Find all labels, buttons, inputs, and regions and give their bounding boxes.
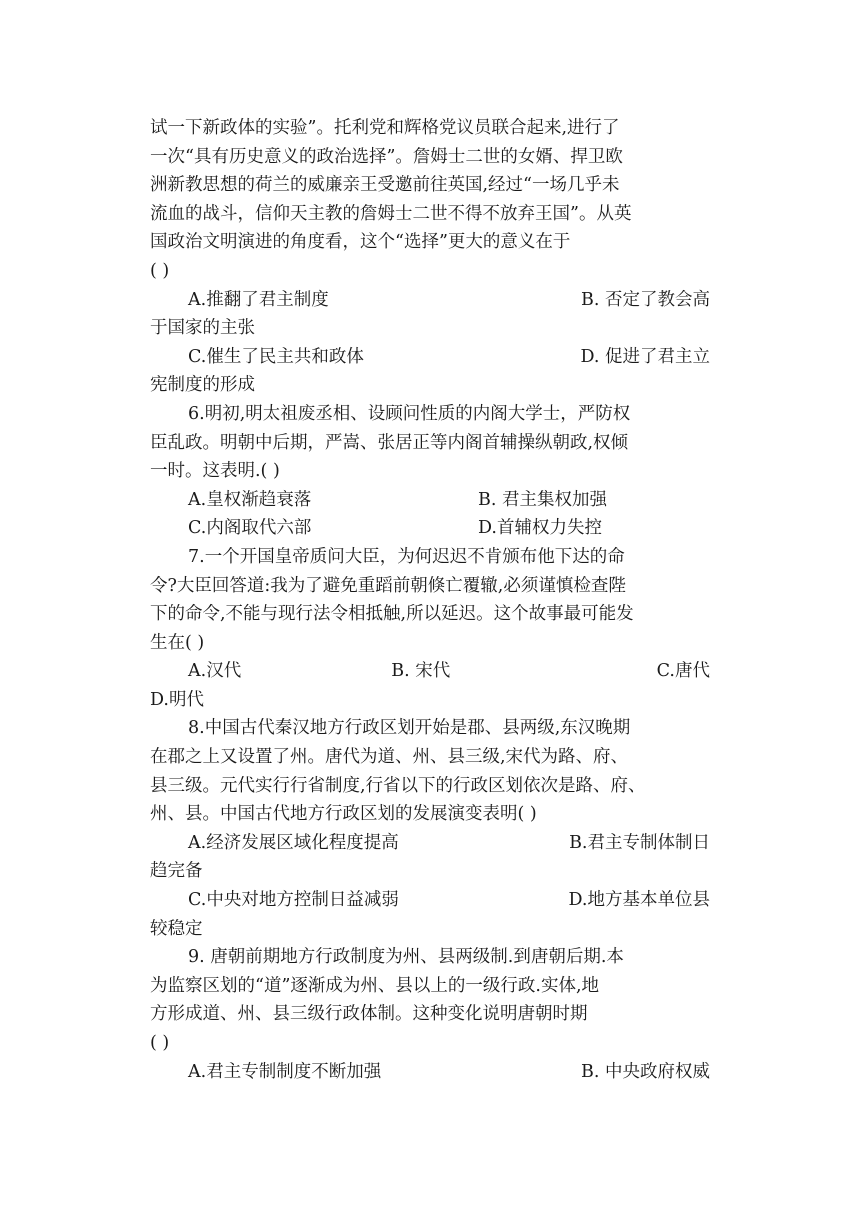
- question-text-line: 县三级。元代实行行省制度,行省以下的行政区划依次是路、府、: [150, 775, 646, 796]
- answer-blank: ( ): [150, 1033, 170, 1053]
- question-6: [150, 400, 710, 543]
- question-5: [150, 114, 710, 400]
- question-8: [150, 714, 710, 943]
- question-text-line: 7.一个开国皇帝质问大臣，为何迟迟不肯颁布他下达的命: [188, 546, 625, 567]
- question-text-line: 生在( ): [150, 632, 205, 653]
- question-text-line: 令?大臣回答道:我为了避免重蹈前朝倏亡覆辙,必须谨慎检查陛: [150, 575, 626, 596]
- option-a: A.推翻了君主制度: [188, 289, 329, 310]
- option-c: C.催生了民主共和政体: [188, 346, 364, 367]
- option-b-continued: 趋完备: [150, 861, 203, 882]
- options-row: [150, 1058, 710, 1087]
- option-b: B. 中央政府权威: [581, 1061, 710, 1082]
- option-b: B. 君主集权加强: [478, 489, 607, 510]
- options-row: [150, 514, 710, 543]
- option-d: D.地方基本单位县: [568, 890, 710, 911]
- option-d-continued: 宪制度的形成: [150, 375, 255, 396]
- option-a: A.君主专制制度不断加强: [188, 1061, 382, 1082]
- options-row: [150, 286, 710, 315]
- option-d: D.首辅权力失控: [478, 518, 602, 539]
- option-c: C.中央对地方控制日益减弱: [188, 890, 399, 911]
- question-text-line: 9. 唐朝前期地方行政制度为州、县两级制.到唐朝后期.本: [188, 947, 624, 968]
- options-row: [150, 829, 710, 858]
- option-a: A.皇权渐趋衰落: [188, 489, 312, 510]
- question-text-line: 流血的战斗，信仰天主教的詹姆士二世不得不放弃王国”。从英: [150, 203, 632, 224]
- option-d-continued: 较稳定: [150, 918, 203, 939]
- options-row: [150, 486, 710, 515]
- options-row: [150, 343, 710, 372]
- answer-blank: ( ): [150, 260, 170, 281]
- question-text-line: 6.明初,明太祖废丞相、设顾问性质的内阁大学士，严防权: [188, 403, 631, 424]
- option-a: A.汉代: [188, 661, 242, 682]
- options-row: [150, 657, 710, 686]
- question-7: [150, 543, 710, 715]
- option-b: B.君主专制体制日: [569, 832, 710, 853]
- question-text-line: 在郡之上又设置了州。唐代为道、州、县三级,宋代为路、府、: [150, 747, 629, 768]
- question-text-line: 一时。这表明.( ): [150, 461, 280, 482]
- question-9: [150, 943, 710, 1086]
- option-c: C.内阁取代六部: [188, 518, 312, 539]
- document-page: [150, 114, 710, 1086]
- question-text-line: 臣乱政。明朝中后期，严嵩、张居正等内阁首辅操纵朝政,权倾: [150, 432, 629, 453]
- option-d: D.明代: [150, 689, 204, 710]
- question-text-line: 洲新教思想的荷兰的威廉亲王受邀前往英国,经过“一场几乎未: [150, 175, 620, 196]
- question-text-line: 试一下新政体的实验”。托利党和辉格党议员联合起来,进行了: [150, 118, 620, 138]
- option-b-continued: 于国家的主张: [150, 318, 255, 339]
- option-d: D. 促进了君主立: [580, 346, 710, 367]
- option-b: B. 否定了教会高: [581, 289, 710, 310]
- question-text-line: 下的命令,不能与现行法令相抵触,所以延迟。这个故事最可能发: [150, 604, 634, 625]
- option-a: A.经济发展区域化程度提高: [188, 832, 399, 853]
- option-b: B. 宋代: [391, 661, 451, 682]
- option-c: C.唐代: [656, 661, 710, 682]
- question-text-line: 一次“具有历史意义的政治选择”。詹姆士二世的女婿、捍卫欧: [150, 146, 623, 167]
- question-text-line: 方形成道、州、县三级行政体制。这种变化说明唐朝时期: [150, 1004, 588, 1025]
- question-text-line: 8.中国古代秦汉地方行政区划开始是郡、县两级,东汉晚期: [188, 718, 631, 739]
- options-row: [150, 886, 710, 915]
- question-text-line: 州、县。中国古代地方行政区划的发展演变表明( ): [150, 804, 537, 825]
- question-text-line: 为监察区划的“道”逐渐成为州、县以上的一级行政.实体,地: [150, 975, 600, 996]
- question-text-line: 国政治文明演进的角度看，这个“选择”更大的意义在于: [150, 232, 571, 253]
